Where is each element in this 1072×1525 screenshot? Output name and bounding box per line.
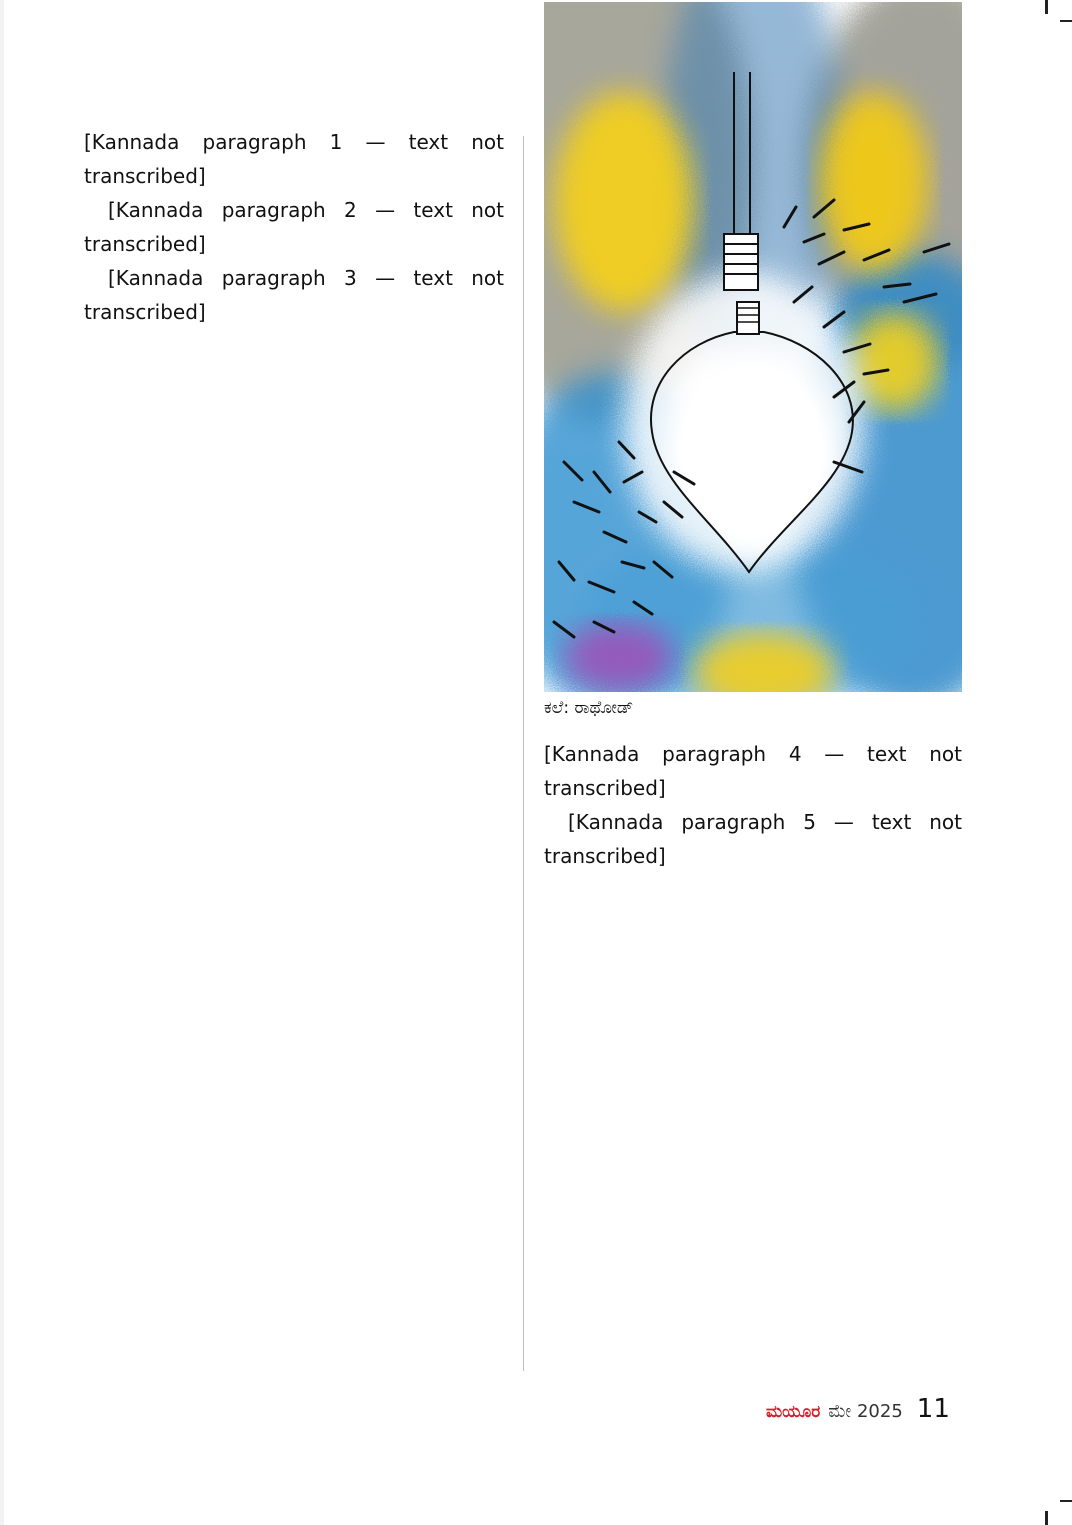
paragraph: [Kannada paragraph 4 — text not transcribed] xyxy=(544,742,962,800)
paragraph: [Kannada paragraph 2 — text not transcribed] xyxy=(84,197,504,256)
paragraph: [Kannada paragraph 3 — text not transcribed] xyxy=(84,265,504,324)
lamp-illustration xyxy=(544,2,962,692)
illustration-caption: ಕಲೆ: ರಾಥೋಡ್ xyxy=(544,698,634,718)
issue-date: ಮೇ 2025 xyxy=(828,1401,903,1422)
paragraph: [Kannada paragraph 5 — text not transcribed] xyxy=(544,809,962,868)
article-column-right xyxy=(544,738,962,874)
page-edge xyxy=(0,0,4,1525)
article-column-left xyxy=(84,126,504,329)
crop-mark-top-right xyxy=(1045,0,1048,14)
crop-mark-right-top xyxy=(1060,20,1072,22)
crop-mark-right-bottom xyxy=(1060,1500,1072,1502)
column-divider xyxy=(523,136,524,1371)
page-number: 11 xyxy=(916,1394,950,1424)
paragraph: [Kannada paragraph 1 — text not transcribed] xyxy=(84,130,504,188)
page-footer xyxy=(766,1394,950,1426)
illustration xyxy=(544,2,962,692)
magazine-name: ಮಯೂರ xyxy=(766,1402,821,1422)
crop-mark-bottom-right xyxy=(1045,1511,1048,1525)
